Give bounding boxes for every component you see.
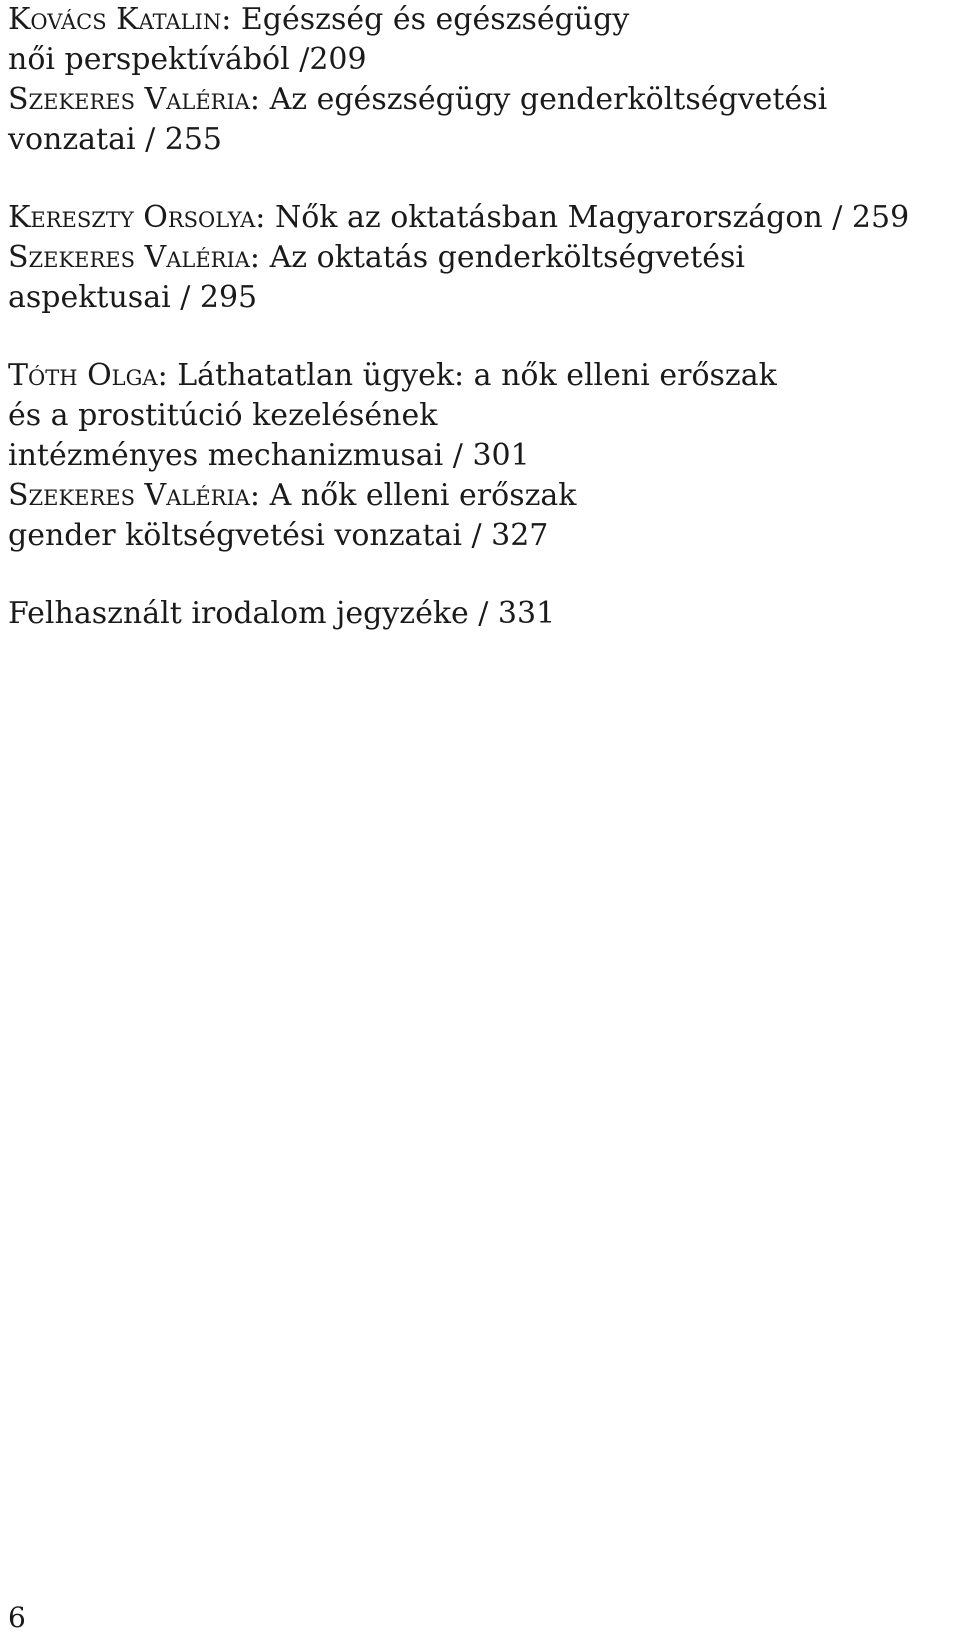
toc-entry-line (8, 80, 948, 120)
toc-entry[interactable] (8, 0, 948, 80)
toc-entry-line: női perspektívából /209 (8, 42, 367, 77)
toc-entry-bibliography[interactable] (8, 594, 948, 634)
toc-group-violence (8, 356, 948, 556)
toc-title-part: Az egészségügy genderköltségvetési (269, 82, 828, 117)
table-of-contents (8, 0, 948, 672)
toc-title-part: A nők elleni erőszak (269, 478, 577, 513)
toc-group-bibliography (8, 594, 948, 634)
toc-entry-line: aspektusai / 295 (8, 280, 258, 315)
toc-entry[interactable] (8, 80, 948, 160)
toc-entry-line: és a prostitúció kezelésének (8, 398, 438, 433)
page-number: 6 (8, 1601, 26, 1634)
toc-author: Szekeres Valéria: (8, 478, 261, 513)
toc-title-part: Az oktatás genderköltségvetési (269, 240, 745, 275)
toc-entry-line: Felhasznált irodalom jegyzéke / 331 (8, 596, 556, 631)
toc-entry-line: gender költségvetési vonzatai / 327 (8, 518, 549, 553)
toc-title-part: Nők az oktatásban Magyarországon / 259 (274, 200, 910, 235)
toc-entry-line (8, 0, 948, 40)
toc-author: Kereszty Orsolya: (8, 200, 266, 235)
toc-entry-line (8, 476, 948, 516)
toc-group-education (8, 198, 948, 318)
toc-author: Kovács Katalin: (8, 2, 232, 37)
toc-entry[interactable] (8, 476, 948, 556)
toc-entry[interactable] (8, 198, 948, 238)
toc-author: Szekeres Valéria: (8, 240, 261, 275)
toc-entry-line: intézményes mechanizmusai / 301 (8, 438, 530, 473)
toc-entry-line: vonzatai / 255 (8, 122, 222, 157)
toc-author: Szekeres Valéria: (8, 82, 261, 117)
toc-title-part: Láthatatlan ügyek: a nők elleni erőszak (177, 358, 777, 393)
toc-entry-line (8, 238, 948, 278)
toc-entry[interactable] (8, 356, 948, 476)
toc-entry-line (8, 198, 948, 238)
toc-entry[interactable] (8, 238, 948, 318)
toc-author: Tóth Olga: (8, 358, 168, 393)
toc-title-part: Egészség és egészségügy (240, 2, 630, 37)
toc-group-health (8, 0, 948, 160)
toc-entry-line (8, 356, 948, 396)
